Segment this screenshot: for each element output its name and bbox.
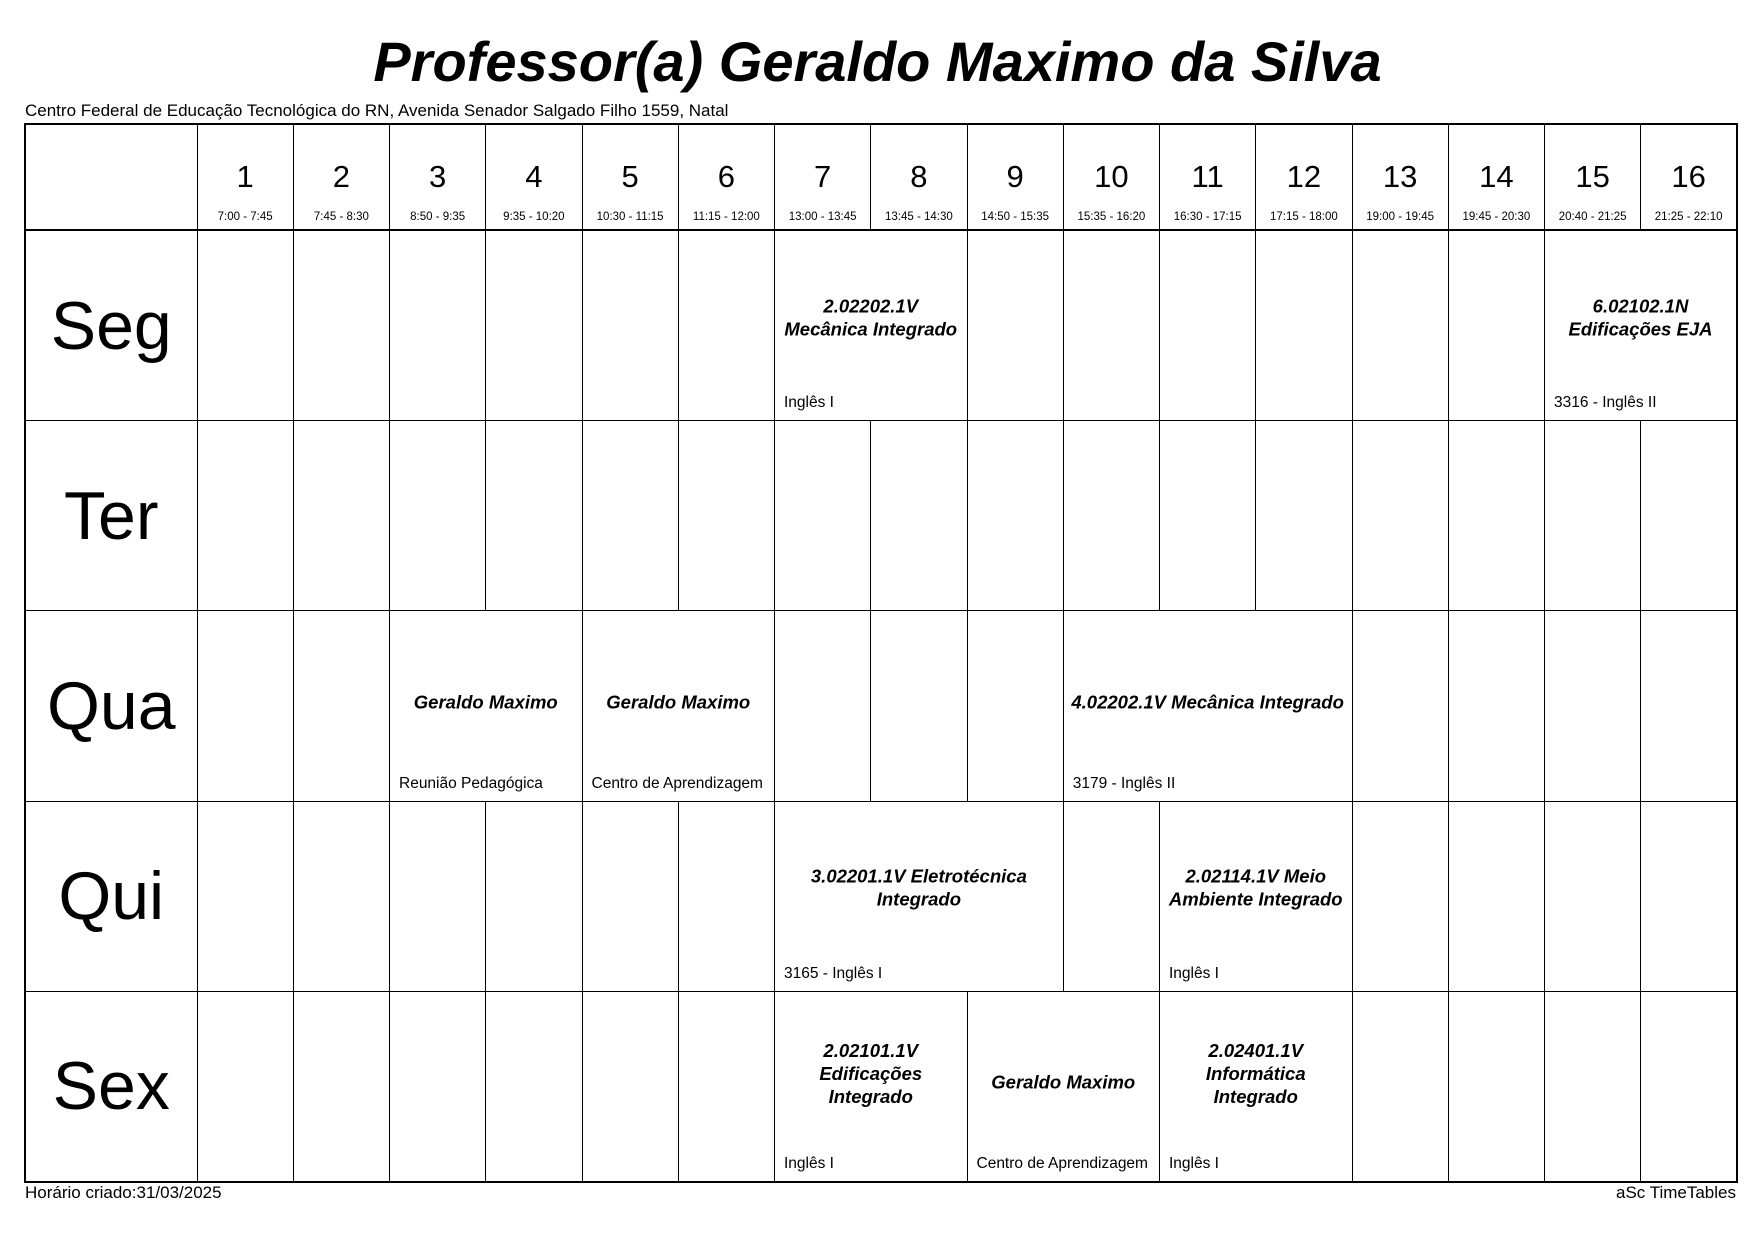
empty-slot: [775, 421, 871, 611]
corner-cell: [25, 124, 197, 230]
period-time: 13:45 - 14:30: [884, 211, 953, 223]
period-time: 11:15 - 12:00: [692, 211, 760, 223]
empty-slot: [390, 230, 486, 421]
period-time: 20:40 - 21:25: [1558, 211, 1627, 223]
empty-slot: [197, 611, 293, 801]
lesson-card[interactable]: [1160, 801, 1353, 991]
period-header: [390, 124, 486, 230]
empty-slot: [390, 421, 486, 611]
empty-slot: [775, 611, 871, 801]
period-number: 16: [1671, 159, 1706, 194]
lesson-room: Inglês I: [1169, 964, 1219, 982]
lesson-room: Inglês I: [784, 1155, 834, 1172]
empty-slot: [1160, 230, 1256, 421]
period-header: [1545, 124, 1641, 230]
lesson-room: 3316 - Inglês II: [1554, 394, 1657, 412]
lesson-card[interactable]: [1545, 230, 1738, 421]
empty-slot: [1641, 611, 1737, 801]
period-header: [1256, 124, 1352, 230]
period-header: [678, 124, 774, 230]
lesson-class-name: 6.02102.1N Edificações EJA: [1568, 295, 1713, 340]
period-header: [1063, 124, 1159, 230]
day-header: [25, 421, 197, 611]
empty-slot: [1352, 230, 1448, 421]
lesson-class-name: Geraldo Maximo: [606, 691, 751, 713]
period-number: 6: [717, 159, 735, 194]
empty-slot: [197, 991, 293, 1182]
day-header: [25, 991, 197, 1182]
day-row: [25, 230, 1737, 421]
institution-address: Centro Federal de Educação Tecnológica do RN, Avenida Senador Salgado Filho 1559, Natal: [25, 101, 729, 120]
period-header: [871, 124, 967, 230]
period-number: 15: [1575, 159, 1610, 194]
lesson-class-name: 2.02114.1V Meio Ambiente Integrado: [1168, 865, 1343, 910]
day-label: Qua: [46, 668, 176, 745]
empty-slot: [871, 611, 967, 801]
period-time: 17:15 - 18:00: [1269, 211, 1338, 223]
empty-slot: [197, 801, 293, 991]
empty-slot: [1545, 611, 1641, 801]
lesson-class-name: 3.02201.1V Eletrotécnica Integrado: [810, 865, 1027, 910]
period-time: 8:50 - 9:35: [410, 211, 466, 223]
period-time: 19:00 - 19:45: [1366, 211, 1435, 223]
lesson-card[interactable]: [390, 611, 583, 801]
created-date: Horário criado:31/03/2025: [25, 1183, 222, 1202]
lesson-card[interactable]: [775, 991, 968, 1182]
period-number: 4: [525, 159, 543, 194]
lesson-card[interactable]: [775, 801, 1064, 991]
empty-slot: [486, 230, 582, 421]
period-time: 10:30 - 11:15: [596, 211, 664, 223]
empty-slot: [1545, 801, 1641, 991]
page-title: Professor(a) Geraldo Maximo da Silva: [373, 30, 1382, 93]
lesson-card[interactable]: [582, 611, 775, 801]
empty-slot: [1352, 421, 1448, 611]
empty-slot: [1063, 421, 1159, 611]
period-header-row: [25, 124, 1737, 230]
empty-slot: [1641, 991, 1737, 1182]
period-number: 13: [1382, 159, 1418, 194]
empty-slot: [1448, 421, 1544, 611]
empty-slot: [1063, 801, 1159, 991]
empty-slot: [678, 421, 774, 611]
day-header: [25, 230, 197, 421]
period-number: 7: [814, 159, 832, 194]
period-time: 9:35 - 10:20: [503, 211, 565, 223]
period-number: 5: [621, 159, 639, 194]
period-header: [293, 124, 389, 230]
empty-slot: [1545, 421, 1641, 611]
empty-slot: [1448, 991, 1544, 1182]
empty-slot: [678, 991, 774, 1182]
period-header: [1352, 124, 1448, 230]
empty-slot: [871, 421, 967, 611]
lesson-card[interactable]: [775, 230, 968, 421]
empty-slot: [293, 421, 389, 611]
lesson-class-name: 4.02202.1V Mecânica Integrado: [1071, 691, 1344, 713]
empty-slot: [1063, 230, 1159, 421]
period-number: 8: [910, 159, 928, 194]
period-time: 7:00 - 7:45: [217, 211, 273, 223]
period-time: 14:50 - 15:35: [981, 211, 1050, 223]
empty-slot: [1448, 230, 1544, 421]
period-header: [1448, 124, 1544, 230]
day-header: [25, 801, 197, 991]
day-row: [25, 991, 1737, 1182]
day-row: [25, 801, 1737, 991]
lesson-card[interactable]: [1063, 611, 1352, 801]
lesson-room: Reunião Pedagógica: [399, 774, 543, 792]
empty-slot: [582, 801, 678, 991]
empty-slot: [1448, 801, 1544, 991]
empty-slot: [486, 421, 582, 611]
period-number: 1: [236, 159, 254, 194]
day-row: [25, 421, 1737, 611]
empty-slot: [293, 230, 389, 421]
timetable-grid: [24, 123, 1738, 1183]
empty-slot: [486, 991, 582, 1182]
lesson-room: 3165 - Inglês I: [784, 964, 883, 982]
empty-slot: [197, 230, 293, 421]
empty-slot: [1256, 230, 1352, 421]
empty-slot: [1545, 991, 1641, 1182]
empty-slot: [1641, 801, 1737, 991]
lesson-room: Inglês I: [1169, 1155, 1219, 1172]
generator-credit: aSc TimeTables: [1616, 1183, 1736, 1202]
period-header: [967, 124, 1063, 230]
period-number: 3: [429, 159, 447, 194]
lesson-card[interactable]: [1160, 991, 1353, 1182]
empty-slot: [390, 991, 486, 1182]
empty-slot: [1641, 421, 1737, 611]
period-header: [486, 124, 582, 230]
empty-slot: [678, 801, 774, 991]
lesson-room: Inglês I: [784, 394, 834, 412]
period-number: 10: [1094, 159, 1129, 194]
empty-slot: [967, 421, 1063, 611]
empty-slot: [1352, 801, 1448, 991]
lesson-room: 3179 - Inglês II: [1072, 774, 1176, 792]
lesson-class-name: 2.02101.1V Edificações Integrado: [819, 1040, 923, 1108]
empty-slot: [1256, 421, 1352, 611]
day-label: Seg: [50, 287, 172, 364]
lesson-class-name: 2.02202.1V Mecânica Integrado: [784, 295, 958, 340]
period-header: [775, 124, 871, 230]
day-label: Ter: [64, 477, 159, 554]
period-number: 11: [1191, 159, 1224, 194]
empty-slot: [293, 991, 389, 1182]
period-number: 12: [1286, 159, 1322, 194]
period-header: [582, 124, 678, 230]
empty-slot: [967, 230, 1063, 421]
lesson-room: Centro de Aprendizagem: [976, 1155, 1148, 1172]
empty-slot: [293, 801, 389, 991]
lesson-class-name: Geraldo Maximo: [413, 691, 558, 713]
period-time: 16:30 - 17:15: [1173, 211, 1242, 223]
period-time: 15:35 - 16:20: [1077, 211, 1146, 223]
day-label: Qui: [58, 858, 165, 935]
empty-slot: [293, 611, 389, 801]
lesson-class-name: Geraldo Maximo: [991, 1071, 1136, 1093]
day-label: Sex: [52, 1048, 170, 1125]
period-time: 7:45 - 8:30: [313, 211, 369, 223]
empty-slot: [967, 611, 1063, 801]
empty-slot: [1160, 421, 1256, 611]
lesson-class-name: 2.02401.1V Informática Integrado: [1205, 1040, 1306, 1108]
period-number: 9: [1006, 159, 1024, 194]
empty-slot: [1352, 991, 1448, 1182]
empty-slot: [197, 421, 293, 611]
day-header: [25, 611, 197, 801]
empty-slot: [582, 230, 678, 421]
period-time: 13:00 - 13:45: [788, 211, 857, 223]
period-header: [1641, 124, 1737, 230]
empty-slot: [1448, 611, 1544, 801]
empty-slot: [582, 991, 678, 1182]
day-row: [25, 611, 1737, 801]
period-number: 2: [332, 159, 350, 194]
empty-slot: [1352, 611, 1448, 801]
period-number: 14: [1479, 159, 1514, 194]
period-time: 19:45 - 20:30: [1462, 211, 1531, 223]
period-header: [1160, 124, 1256, 230]
lesson-room: Centro de Aprendizagem: [591, 774, 763, 792]
period-header: [197, 124, 293, 230]
empty-slot: [486, 801, 582, 991]
empty-slot: [582, 421, 678, 611]
period-time: 21:25 - 22:10: [1654, 211, 1723, 223]
empty-slot: [678, 230, 774, 421]
empty-slot: [390, 801, 486, 991]
lesson-card[interactable]: [967, 991, 1160, 1182]
